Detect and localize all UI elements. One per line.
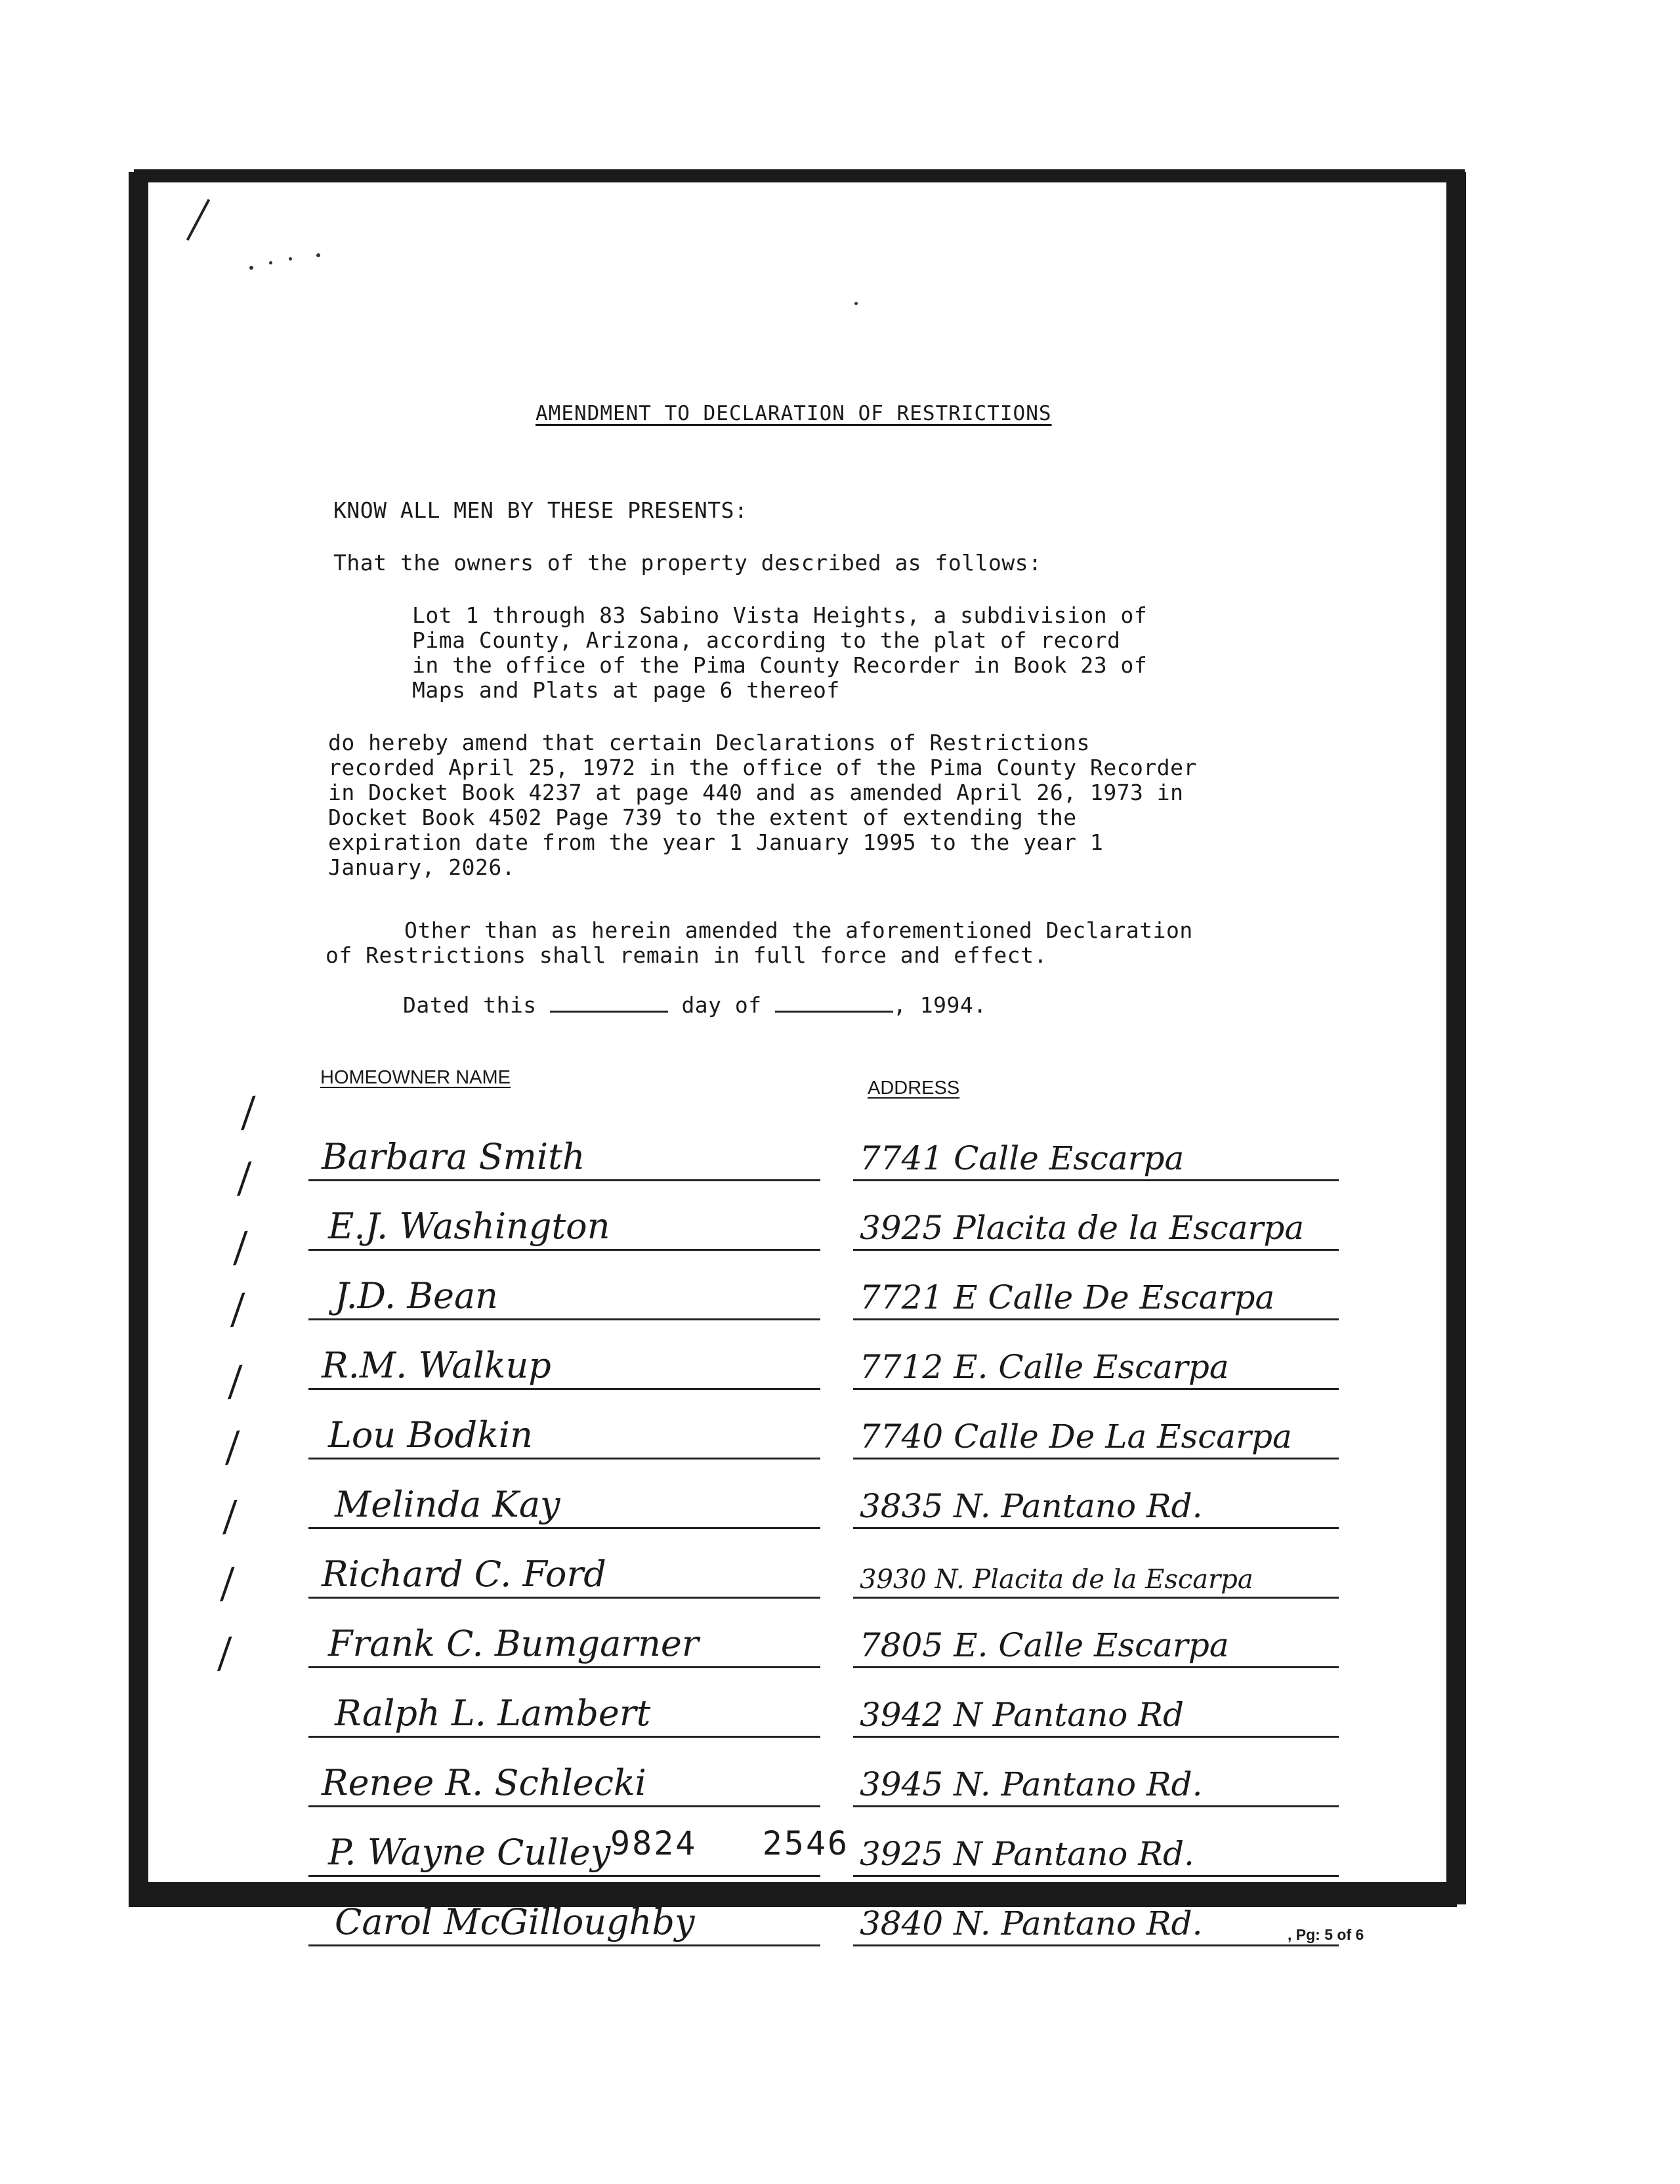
signature-line: [308, 1527, 820, 1529]
homeowner-address: 7740 Calle De La Escarpa: [860, 1418, 1292, 1456]
other-line: Other than as herein amended the aforementioned Declaration: [404, 917, 1193, 943]
document-title: AMENDMENT TO DECLARATION OF RESTRICTIONS: [536, 402, 1052, 425]
homeowner-address: 3835 N. Pantano Rd.: [860, 1487, 1203, 1525]
signature-name-cell: [308, 1742, 820, 1807]
homeowner-address: 3925 N Pantano Rd.: [860, 1835, 1194, 1873]
homeowner-signature: J.D. Bean: [335, 1275, 498, 1316]
address-line: [853, 1527, 1339, 1529]
homeowner-signature: Frank C. Bumgarner: [328, 1623, 699, 1664]
property-line: Lot 1 through 83 Sabino Vista Heights, a subdivision of: [412, 602, 1148, 628]
homeowner-signature: Ralph L. Lambert: [335, 1692, 651, 1734]
scan-edge-right: [1446, 172, 1466, 1904]
homeowner-address: 7712 E. Calle Escarpa: [860, 1348, 1229, 1386]
signature-address-cell: [853, 1255, 1352, 1320]
homeowner-address: 3942 N Pantano Rd: [860, 1696, 1184, 1734]
docket-page: 2546: [762, 1824, 850, 1862]
homeowner-address: 3945 N. Pantano Rd.: [860, 1765, 1203, 1803]
signature-address-cell: [853, 1881, 1352, 1946]
signature-name-cell: [308, 1881, 820, 1946]
homeowner-signature: R.M. Walkup: [322, 1345, 551, 1386]
homeowner-address: 7741 Calle Escarpa: [860, 1139, 1185, 1177]
homeowner-signature: Richard C. Ford: [322, 1553, 606, 1595]
signature-address-cell: [853, 1463, 1352, 1529]
intro-text: That the owners of the property described as follows:: [333, 550, 1042, 576]
address-line: [853, 1944, 1339, 1946]
address-line: [853, 1458, 1339, 1460]
scan-edge-left: [129, 172, 148, 1886]
scan-edge-top: [134, 169, 1465, 182]
signature-address-cell: [853, 1672, 1352, 1738]
property-line: in the office of the Pima County Recorder in Book 23 of: [412, 652, 1148, 678]
other-line: of Restrictions shall remain in full force and effect.: [326, 942, 1047, 968]
signature-line: [308, 1179, 820, 1181]
signature-name-cell: [308, 1672, 820, 1738]
homeowner-signature: P. Wayne Culley: [328, 1832, 611, 1873]
homeowner-signature: Renee R. Schlecki: [322, 1762, 646, 1803]
scan-speck: [854, 302, 858, 305]
page-reference: , Pg: 5 of 6: [1288, 1926, 1364, 1943]
signature-name-cell: [308, 1533, 820, 1599]
homeowner-signature: Barbara Smith: [322, 1136, 585, 1177]
homeowner-address: 7721 E Calle De Escarpa: [860, 1278, 1275, 1316]
signature-name-cell: [308, 1116, 820, 1181]
signature-line: [308, 1597, 820, 1599]
homeowner-signature: Carol McGilloughby: [335, 1901, 695, 1942]
scan-speck: [316, 253, 320, 257]
check-mark: /: [230, 1223, 250, 1272]
address-line: [853, 1875, 1339, 1877]
preamble: KNOW ALL MEN BY THESE PRESENTS:: [333, 497, 748, 523]
signature-address-cell: [853, 1185, 1352, 1251]
dated-prefix: Dated this: [403, 992, 537, 1018]
check-mark: /: [234, 1154, 254, 1202]
signature-line: [308, 1318, 820, 1320]
amendment-line: do hereby amend that certain Declarations of Restrictions: [328, 730, 1090, 755]
address-line: [853, 1249, 1339, 1251]
homeowner-address: 7805 E. Calle Escarpa: [860, 1626, 1229, 1664]
check-mark: /: [215, 1629, 234, 1677]
signature-address-cell: [853, 1394, 1352, 1460]
signature-line: [308, 1666, 820, 1668]
amendment-line: Docket Book 4502 Page 739 to the extent of extending the: [328, 805, 1077, 830]
signature-line: [308, 1458, 820, 1460]
address-line: [853, 1736, 1339, 1738]
address-line: [853, 1318, 1339, 1320]
docket-number: 9824: [610, 1824, 698, 1862]
amendment-line: recorded April 25, 1972 in the office of the Pima County Recorder: [328, 755, 1197, 780]
homeowner-signature: E.J. Washington: [328, 1206, 610, 1247]
signature-name-cell: [308, 1394, 820, 1460]
homeowner-signature: Melinda Kay: [335, 1484, 560, 1525]
homeowner-address: 3930 N. Placita de la Escarpa: [860, 1564, 1253, 1595]
signature-address-cell: [853, 1533, 1352, 1599]
address-line: [853, 1805, 1339, 1807]
homeowner-address: 3925 Placita de la Escarpa: [860, 1209, 1305, 1247]
check-mark: /: [238, 1088, 258, 1137]
check-mark: /: [228, 1285, 247, 1334]
scan-speck: [269, 261, 272, 264]
signature-line: [308, 1249, 820, 1251]
homeowner-address: 3840 N. Pantano Rd.: [860, 1904, 1203, 1942]
check-mark: /: [222, 1423, 242, 1471]
signature-name-cell: [308, 1185, 820, 1251]
signature-name-cell: [308, 1603, 820, 1668]
signature-address-cell: [853, 1324, 1352, 1390]
signature-address-cell: [853, 1811, 1352, 1877]
month-blank: [775, 994, 893, 1013]
scan-speck: [249, 266, 253, 270]
address-line: [853, 1388, 1339, 1390]
signature-name-cell: [308, 1255, 820, 1320]
signature-line: [308, 1944, 820, 1946]
dated-middle: day of: [681, 992, 762, 1018]
address-line: [853, 1597, 1339, 1599]
signature-address-cell: [853, 1742, 1352, 1807]
signature-name-cell: [308, 1463, 820, 1529]
signature-line: [308, 1875, 820, 1877]
check-mark: /: [225, 1357, 245, 1406]
homeowner-signature: Lou Bodkin: [328, 1414, 533, 1456]
signature-address-cell: [853, 1116, 1352, 1181]
scan-speck: [289, 257, 292, 261]
address-line: [853, 1666, 1339, 1668]
homeowner-name-header: HOMEOWNER NAME: [320, 1067, 511, 1088]
signature-name-cell: [308, 1324, 820, 1390]
address-header: ADDRESS: [868, 1078, 960, 1099]
signature-address-cell: [853, 1603, 1352, 1668]
property-line: Maps and Plats at page 6 thereof: [412, 677, 840, 703]
dated-suffix: , 1994.: [893, 992, 987, 1018]
day-blank: [550, 994, 668, 1013]
amendment-line: expiration date from the year 1 January 1995 to the year 1: [328, 830, 1104, 855]
signature-line: [308, 1805, 820, 1807]
signature-line: [308, 1736, 820, 1738]
recording-stamp: [610, 1824, 849, 1862]
amendment-line: in Docket Book 4237 at page 440 and as amended April 26, 1973 in: [328, 780, 1184, 805]
amendment-line: January, 2026.: [328, 854, 516, 880]
check-mark: /: [217, 1559, 237, 1608]
check-mark: /: [220, 1492, 240, 1541]
dated-line: [403, 992, 987, 1018]
property-line: Pima County, Arizona, according to the plat of record: [412, 627, 1121, 653]
signature-line: [308, 1388, 820, 1390]
address-line: [853, 1179, 1339, 1181]
